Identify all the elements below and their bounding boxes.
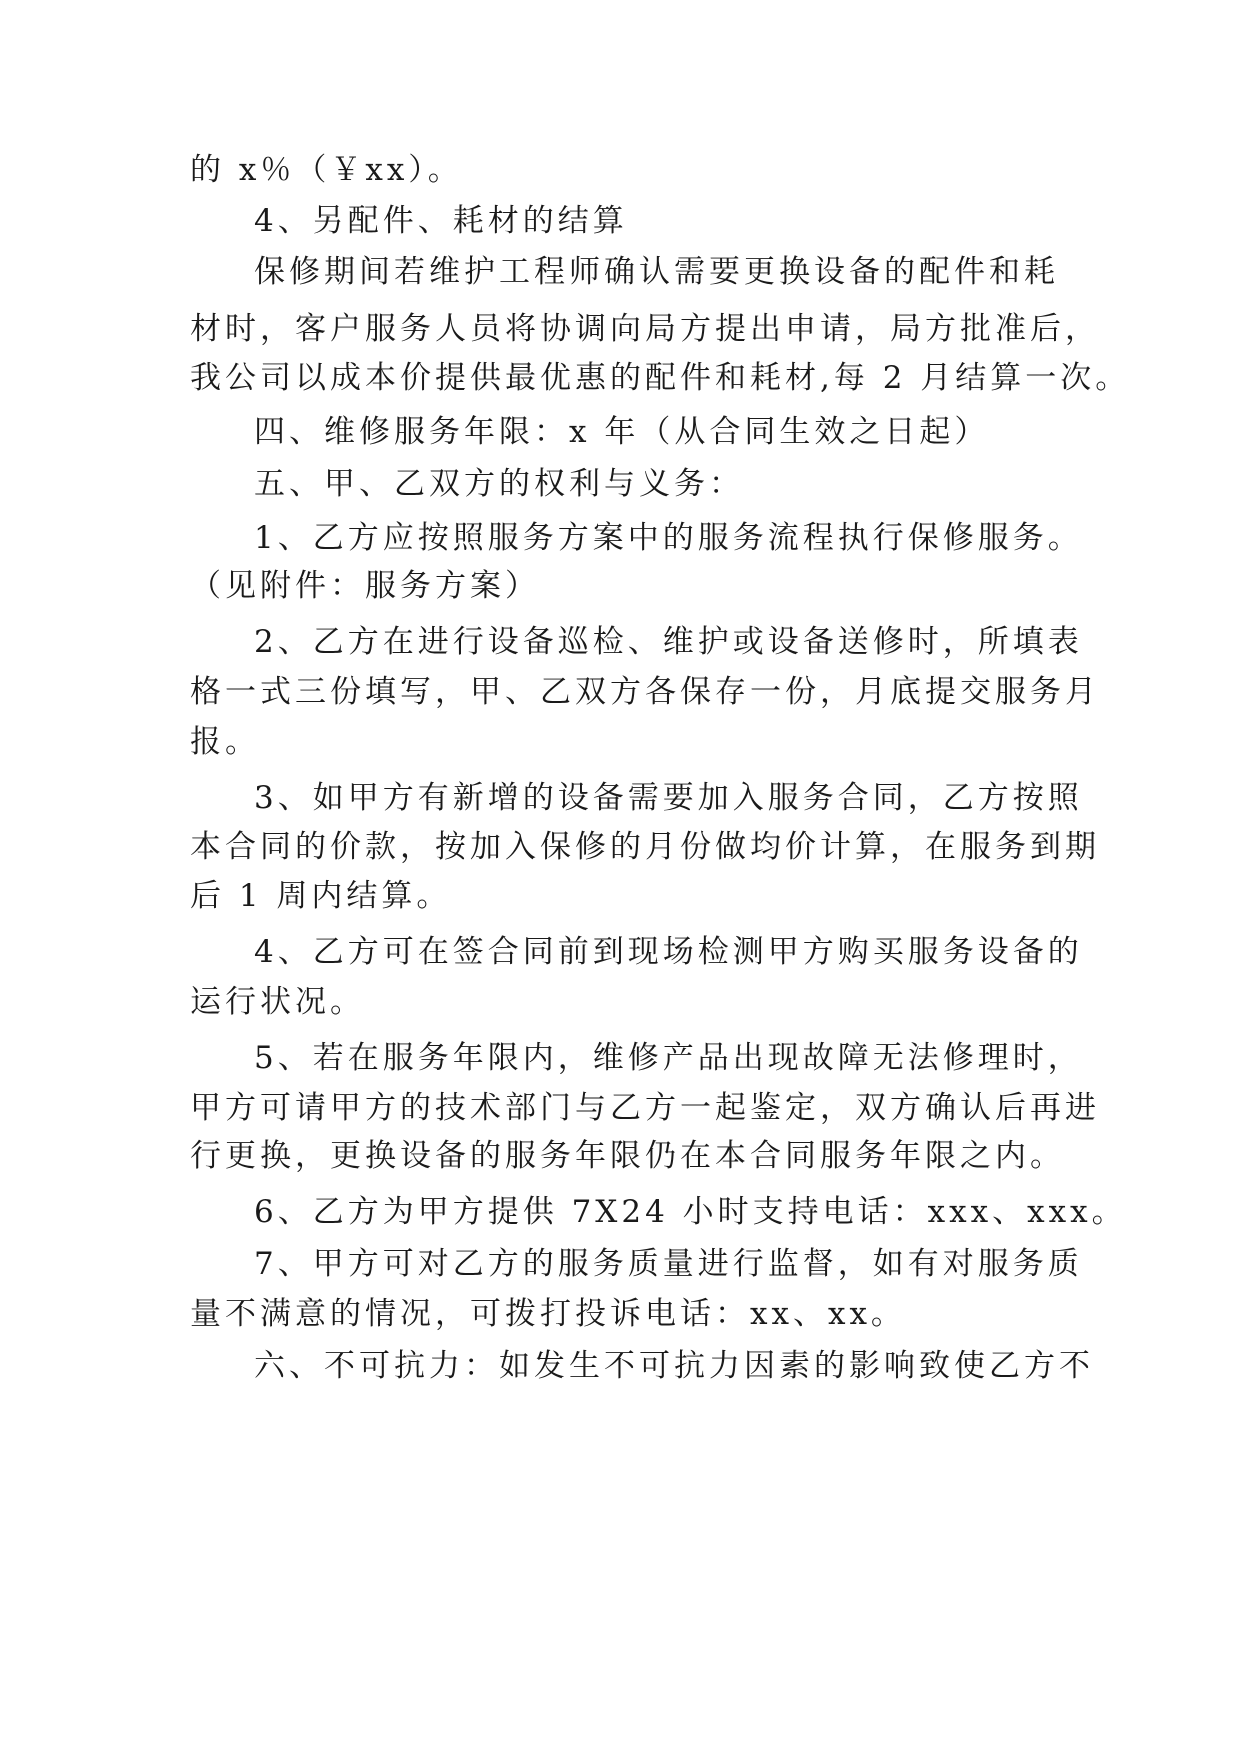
clause-7-end: 量不满意的情况，可拨打投诉电话：xx、xx。 <box>190 1296 906 1332</box>
clause-2: 2、乙方在进行设备巡检、维护或设备送修时，所填表 <box>254 624 1083 660</box>
text-line-1: 的 x％（￥xx）。 <box>190 152 463 188</box>
clause-6: 6、乙方为甲方提供 7X24 小时支持电话：xxx、xxx。 <box>254 1194 1127 1230</box>
clause-3-end: 后 1 周内结算。 <box>190 878 452 914</box>
section-heading-force-majeure: 六、不可抗力：如发生不可抗力因素的影响致使乙方不 <box>254 1348 1094 1384</box>
clause-3-continued: 本合同的价款，按加入保修的月份做均价计算，在服务到期 <box>190 829 1100 865</box>
text-line-4: 材时，客户服务人员将协调向局方提出申请，局方批准后， <box>190 311 1100 347</box>
section-heading-parts-settlement: 4、另配件、耗材的结算 <box>254 203 628 239</box>
clause-1: 1、乙方应按照服务方案中的服务流程执行保修服务。 <box>254 520 1083 556</box>
section-heading-service-term: 四、维修服务年限：x 年（从合同生效之日起） <box>254 414 990 450</box>
clause-3: 3、如甲方有新增的设备需要加入服务合同，乙方按照 <box>254 780 1083 816</box>
clause-5: 5、若在服务年限内，维修产品出现故障无法修理时， <box>254 1040 1083 1076</box>
clause-5-continued: 甲方可请甲方的技术部门与乙方一起鉴定，双方确认后再进 <box>190 1090 1100 1126</box>
clause-7: 7、甲方可对乙方的服务质量进行监督，如有对服务质 <box>254 1246 1083 1282</box>
clause-5-end: 行更换，更换设备的服务年限仍在本合同服务年限之内。 <box>190 1138 1065 1174</box>
clause-4: 4、乙方可在签合同前到现场检测甲方购买服务设备的 <box>254 934 1083 970</box>
section-heading-rights-obligations: 五、甲、乙双方的权利与义务： <box>254 466 744 502</box>
clause-1-continued: （见附件：服务方案） <box>190 568 540 604</box>
text-line-3: 保修期间若维护工程师确认需要更换设备的配件和耗 <box>254 254 1059 290</box>
clause-4-end: 运行状况。 <box>190 984 365 1020</box>
clause-2-continued: 格一式三份填写，甲、乙双方各保存一份，月底提交服务月 <box>190 674 1100 710</box>
text-line-5: 我公司以成本价提供最优惠的配件和耗材,每 2 月结算一次。 <box>190 360 1131 396</box>
clause-2-end: 报。 <box>190 724 260 760</box>
